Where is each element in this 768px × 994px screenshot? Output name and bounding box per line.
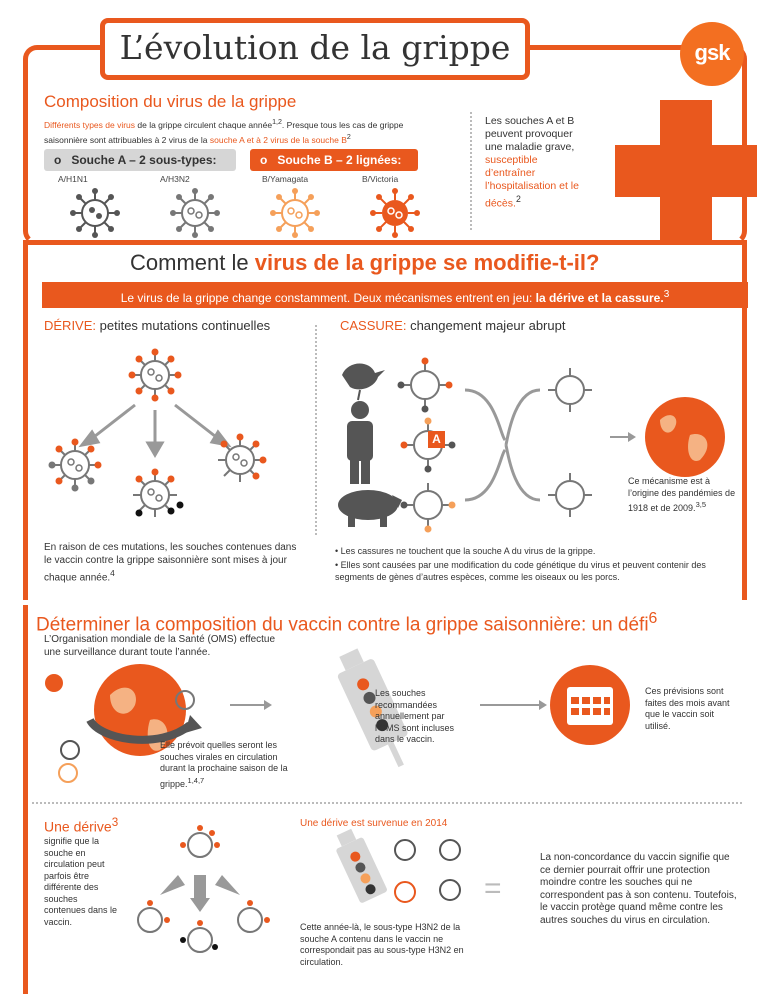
pandemic-note: Ce mécanisme est à l’origine des pandémies de 1918 et de 2009.$^{3,5}$ (628, 476, 736, 513)
strain-a-label: o Souche A – 2 sous-types: (44, 149, 236, 171)
drift-explanation: En raison de ces mutations, les souches contenues dans le vaccin contre la grippe saisonnière sont mises à jour chaque année.$^4$ (44, 542, 297, 584)
strain-a-badge: A (428, 431, 445, 448)
composition-intro: Différents types de virus de la grippe circulent chaque année$^{1,2}$. Presque tous les cas de grippe saisonnière sont attribuables à 2 virus de la souche A et à 2 virus de la souche $B^2$ (44, 118, 404, 145)
mechanism-banner: Le virus de la grippe change constamment. Deux mécanismes entrent en jeu: la dérive et la cassure.$^3$ (42, 282, 748, 308)
frame-bottom-left (23, 605, 28, 994)
composition-heading: Composition du virus de la grippe (44, 92, 297, 111)
virus-h1n1-icon (70, 188, 120, 238)
virus-yamagata-icon (270, 188, 320, 238)
page-title: L’évolution de la grippe (100, 18, 530, 80)
shift-bullet-1: • Les cassures ne touchent que la souche A du virus de la grippe. (335, 546, 596, 556)
bird-icon (342, 363, 385, 389)
drift-diagram (40, 345, 310, 535)
frame-mid-top (23, 240, 747, 245)
h3n2-mismatch-text: Cette année-là, le sous-type H3N2 de la souche A contenu dans le vaccin ne correspondait pas au sous-type H3N2 en circulation. (300, 922, 464, 967)
drift-title: Une dérive$^3$ (44, 816, 119, 835)
mismatch-explanation: La non-concordance du vaccin signifie que ce dernier pourrait offrir une protection moindre contre les souches qui ne correspondent pas à son contenu. Toutefois, le vaccin protège quand même contre les autres souches du virus en circulation. (540, 852, 737, 926)
lineage-yamagata-label: B/Yamagata (262, 174, 309, 184)
drift-mini-diagram (120, 820, 290, 970)
virus-victoria-icon (370, 188, 420, 238)
gsk-logo: gsk (680, 22, 744, 86)
vaccine-heading: Déterminer la composition du vaccin contre la grippe saisonnière: un défi$^6$ (36, 610, 658, 636)
divider-horizontal (32, 802, 742, 804)
change-title: Comment le virus de la grippe se modifie-t-il? (130, 250, 600, 275)
shift-bullet-2: • Elles sont causées par une modification du code génétique du virus et peuvent contenir des segments de gènes d’autres espèces, comme les oiseaux ou les porcs. (335, 560, 706, 582)
subtype-h1n1-label: A/H1N1 (58, 174, 88, 184)
forecast-text: Ces prévisions sont faites des mois avant que le vaccin soit utilisé. (645, 686, 730, 731)
divider-drift-shift (315, 325, 317, 535)
syringe-2014-icon (330, 826, 388, 904)
person-icon (347, 401, 373, 484)
drift-definition: signifie que la souche en circulation peut parfois être différente des souches contenues dans le vaccin. (44, 836, 118, 927)
divider-vertical (470, 112, 472, 230)
drift-2014-title: Une dérive est survenue en 2014 (300, 818, 448, 829)
shift-heading: CASSURE: changement majeur abrupt (340, 318, 566, 333)
subtype-h3n2-label: A/H3N2 (160, 174, 190, 184)
lineage-victoria-label: B/Victoria (362, 174, 399, 184)
globe-icon (645, 397, 725, 477)
pig-icon (338, 490, 402, 527)
prediction-text: Elle prévoit quelles seront les souches virales en circulation durant la prochaine saison de la grippe.$^{1,4,7}$ (160, 740, 288, 789)
severity-note: Les souches A et B peuvent provoquer une maladie grave, susceptible d’entraîner l’hospitalisation et le décès.$^2$ (485, 115, 579, 210)
virus-h3n2-icon (170, 188, 220, 238)
frame-left (23, 240, 28, 600)
equals-sign: = (484, 872, 502, 905)
strain-b-label: o Souche B – 2 lignées: (250, 149, 418, 171)
medical-cross-bar (615, 145, 757, 197)
who-text: L’Organisation mondiale de la Santé (OMS) effectue une surveillance durant toute l’année. (44, 634, 276, 658)
drift-heading: DÉRIVE: petites mutations continuelles (44, 318, 271, 333)
recommended-strains-text: Les souches recommandées annuellement par l’OMS sont incluses dans le vaccin. (375, 688, 455, 744)
